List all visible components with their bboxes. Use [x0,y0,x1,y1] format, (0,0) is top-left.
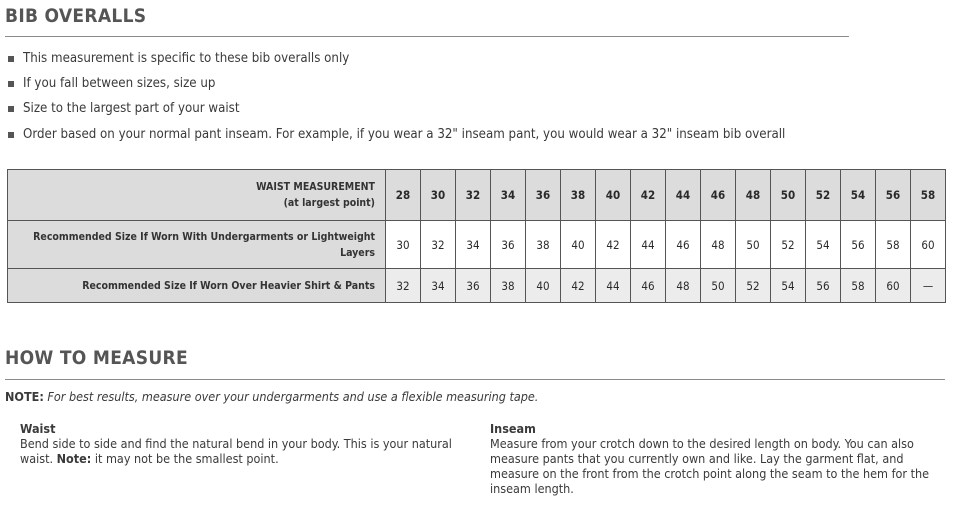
table-cell: 54 [841,170,876,221]
lightweight-label-line2: Layers [340,246,375,259]
table-cell: 56 [876,170,911,221]
table-row-lightweight [8,221,946,269]
fit-notes-list [8,49,785,150]
title-divider [5,36,849,37]
waist-label: WAIST MEASUREMENT [256,181,375,193]
table-cell: 44 [596,269,631,303]
waist-heading: Waist [20,421,56,436]
table-row-heavier [8,269,946,303]
table-cell: 34 [456,221,491,269]
waist-sublabel: (at largest point) [283,197,375,209]
waist-body [20,436,460,466]
table-cell: 34 [491,170,526,221]
table-cell: 58 [876,221,911,269]
table-cell: 36 [526,170,561,221]
inseam-body: Measure from your crotch down to the desired length on body. You can also measure pants that you currently own and like. Lay the garment flat, and measure on the front from the crotch point along the seam to the hem for the inseam length. [490,436,930,496]
table-cell: 48 [701,221,736,269]
table-cell: 46 [666,221,701,269]
table-cell: — [911,269,946,303]
list-item: If you fall between sizes, size up [8,74,785,99]
row-label-lightweight [8,221,386,269]
table-cell: 38 [561,170,596,221]
inseam-instructions [490,421,935,496]
section-divider [5,379,945,380]
table-cell: 50 [701,269,736,303]
table-cell: 30 [386,221,421,269]
table-cell: 56 [806,269,841,303]
measuring-note [5,389,538,404]
waist-note-text: it may not be the smallest point. [94,451,279,466]
table-cell: 54 [771,269,806,303]
table-cell: 32 [456,170,491,221]
waist-text: Bend side to side and find the natural bend in your body. This is your natural waist. [20,436,452,466]
table-cell: 32 [421,221,456,269]
row-label-heavier: Recommended Size If Worn Over Heavier Shirt & Pants [8,269,386,303]
table-cell: 58 [911,170,946,221]
table-cell: 56 [841,221,876,269]
note-text: For best results, measure over your undergarments and use a flexible measuring tape. [47,389,539,404]
waist-note-label: Note: [56,451,92,466]
table-cell: 54 [806,221,841,269]
table-cell: 46 [631,269,666,303]
table-cell: 34 [421,269,456,303]
table-cell: 30 [421,170,456,221]
table-cell: 44 [631,221,666,269]
table-cell: 40 [526,269,561,303]
section-title-bib-overalls: BIB OVERALLS [5,5,147,27]
table-row-waist-measurement [8,170,946,221]
table-cell: 40 [596,170,631,221]
table-cell: 40 [561,221,596,269]
table-cell: 60 [911,221,946,269]
table-cell: 52 [806,170,841,221]
table-cell: 52 [771,221,806,269]
waist-instructions [20,421,460,466]
table-cell: 50 [736,221,771,269]
table-cell: 52 [736,269,771,303]
table-cell: 48 [666,269,701,303]
table-cell: 32 [386,269,421,303]
table-cell: 42 [561,269,596,303]
table-cell: 48 [736,170,771,221]
note-label: NOTE: [5,389,44,404]
table-cell: 38 [526,221,561,269]
row-label-waist [8,170,386,221]
list-item: This measurement is specific to these bib overalls only [8,49,785,74]
table-cell: 36 [491,221,526,269]
table-cell: 60 [876,269,911,303]
list-item: Size to the largest part of your waist [8,99,785,124]
table-cell: 50 [771,170,806,221]
lightweight-label-line1: Recommended Size If Worn With Undergarments or Lightweight [33,230,375,243]
inseam-heading: Inseam [490,421,536,436]
table-cell: 28 [386,170,421,221]
section-title-how-to-measure: HOW TO MEASURE [5,347,188,369]
list-item: Order based on your normal pant inseam. For example, if you wear a 32" inseam pant, you would wear a 32" inseam bib overall [8,125,785,150]
table-cell: 42 [596,221,631,269]
table-cell: 36 [456,269,491,303]
size-chart-table [7,169,946,303]
table-cell: 38 [491,269,526,303]
table-cell: 58 [841,269,876,303]
table-cell: 42 [631,170,666,221]
table-cell: 46 [701,170,736,221]
table-cell: 44 [666,170,701,221]
